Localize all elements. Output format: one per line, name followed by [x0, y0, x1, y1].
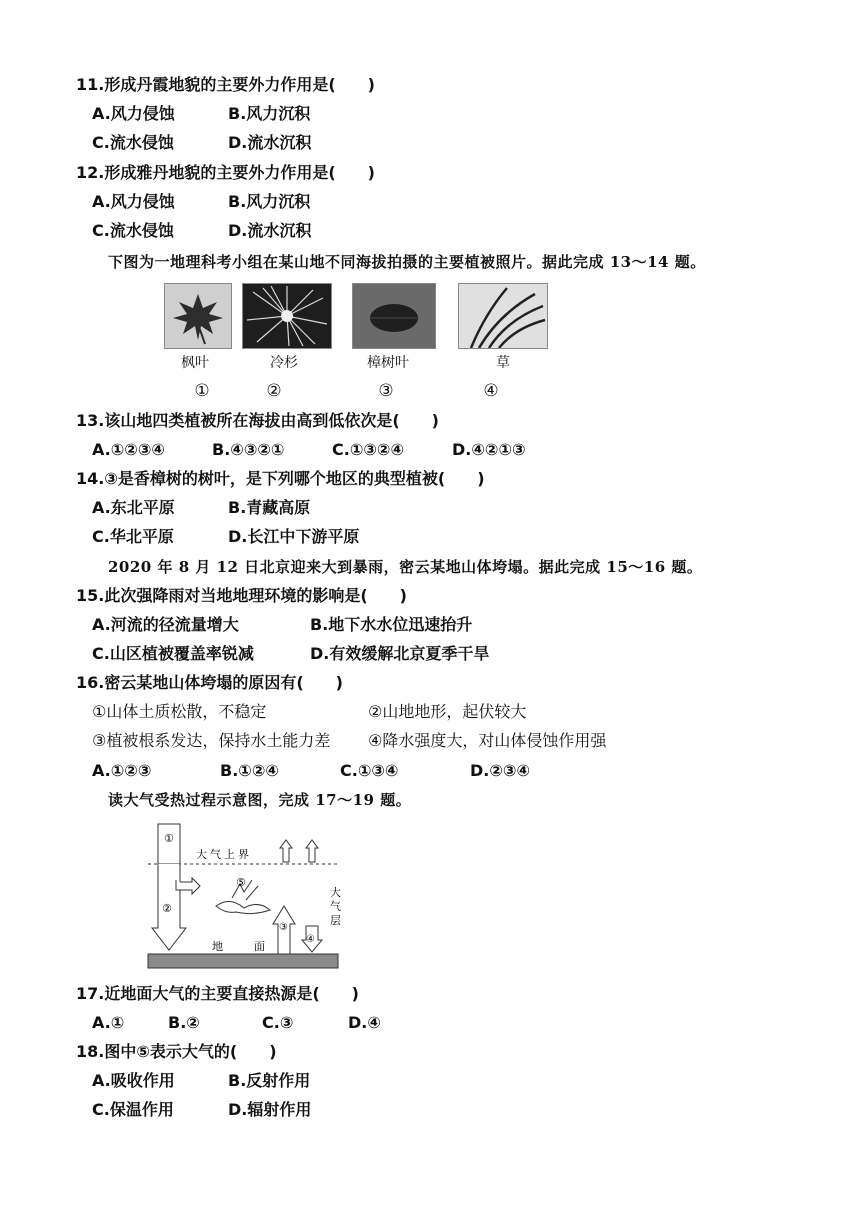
photo-caption-1: 枫叶	[181, 355, 209, 371]
intro-13-14: 下图为一地理科考小组在某山地不同海拔拍摄的主要植被照片。据此完成 13～14 题。	[108, 253, 706, 271]
q16-option-d: D.②③④	[470, 761, 530, 780]
q13-option-c: C.①③②④	[332, 440, 405, 459]
ground-bar	[148, 954, 338, 968]
label-layer-1: 大	[330, 886, 341, 899]
label-1: ①	[164, 832, 174, 845]
q17-option-c: C.③	[262, 1013, 294, 1032]
fir-photo	[242, 283, 332, 349]
photo-caption-3: 樟树叶	[367, 355, 409, 371]
maple-leaf-photo	[164, 283, 232, 349]
photo-caption-2: 冷杉	[270, 355, 298, 371]
photo-caption-4: 草	[496, 355, 510, 371]
q12-option-c: C.流水侵蚀	[92, 221, 174, 240]
label-3: ③	[279, 922, 288, 933]
q15-stem: 15.此次强降雨对当地地理环境的影响是( )	[76, 586, 407, 605]
q16-option-a: A.①②③	[92, 761, 152, 780]
q17-stem: 17.近地面大气的主要直接热源是( )	[76, 984, 359, 1003]
q11-option-a: A.风力侵蚀	[92, 104, 175, 123]
q13-option-a: A.①②③④	[92, 440, 165, 459]
up-arrow-small-2	[306, 840, 318, 862]
q12-option-a: A.风力侵蚀	[92, 192, 175, 211]
q16-statement-4: ④降水强度大，对山体侵蚀作用强	[368, 731, 607, 750]
q18-option-c: C.保温作用	[92, 1100, 174, 1119]
q12-option-b: B.风力沉积	[228, 192, 311, 211]
q14-stem: 14.③是香樟树的树叶，是下列哪个地区的典型植被( )	[76, 469, 485, 488]
q12-stem: 12.形成雅丹地貌的主要外力作用是( )	[76, 163, 375, 182]
label-layer-3: 层	[330, 914, 341, 927]
label-layer-2: 气	[330, 900, 341, 913]
q16-stem: 16.密云某地山体垮塌的原因有( )	[76, 673, 343, 692]
q11-option-c: C.流水侵蚀	[92, 133, 174, 152]
q14-option-d: D.长江中下游平原	[228, 527, 360, 546]
photo-number-2: ②	[266, 381, 282, 401]
label-2: ②	[162, 902, 172, 915]
q11-option-b: B.风力沉积	[228, 104, 311, 123]
label-atmosphere-top: 大气上界	[196, 848, 252, 861]
up-arrow-small-1	[280, 840, 292, 862]
q13-option-d: D.④②①③	[452, 440, 526, 459]
intro-15-16: 2020 年 8 月 12 日北京迎来大到暴雨，密云某地山体垮塌。据此完成 15～16 题。	[108, 558, 703, 576]
q11-option-d: D.流水沉积	[228, 133, 312, 152]
q16-statement-1: ①山体土质松散，不稳定	[92, 702, 267, 721]
q16-option-b: B.①②④	[220, 761, 279, 780]
q12-option-d: D.流水沉积	[228, 221, 312, 240]
q16-statement-3: ③植被根系发达，保持水土能力差	[92, 731, 331, 750]
q13-stem: 13.该山地四类植被所在海拔由高到低依次是( )	[76, 411, 439, 430]
label-5: ⑤	[236, 876, 246, 889]
photo-number-4: ④	[483, 381, 499, 401]
q18-option-a: A.吸收作用	[92, 1071, 175, 1090]
q16-option-c: C.①③④	[340, 761, 399, 780]
q17-option-b: B.②	[168, 1013, 200, 1032]
q13-option-b: B.④③②①	[212, 440, 285, 459]
atmosphere-heating-diagram	[140, 818, 350, 972]
q14-option-c: C.华北平原	[92, 527, 174, 546]
q18-option-d: D.辐射作用	[228, 1100, 312, 1119]
q15-option-a: A.河流的径流量增大	[92, 615, 239, 634]
photo-number-1: ①	[194, 381, 210, 401]
label-4: ④	[306, 934, 315, 945]
q14-option-a: A.东北平原	[92, 498, 175, 517]
label-ground-2: 面	[254, 940, 265, 953]
q15-option-d: D.有效缓解北京夏季干旱	[310, 644, 490, 663]
photo-number-3: ③	[378, 381, 394, 401]
q14-option-b: B.青藏高原	[228, 498, 311, 517]
intro-17-19: 读大气受热过程示意图，完成 17～19 题。	[108, 791, 412, 809]
cloud-shape	[216, 901, 270, 913]
q17-option-a: A.①	[92, 1013, 125, 1032]
q15-option-b: B.地下水水位迅速抬升	[310, 615, 473, 634]
q11-stem: 11.形成丹霞地貌的主要外力作用是( )	[76, 75, 375, 94]
grass-photo	[458, 283, 548, 349]
camphor-leaf-photo	[352, 283, 436, 349]
q18-option-b: B.反射作用	[228, 1071, 311, 1090]
q17-option-d: D.④	[348, 1013, 381, 1032]
q15-option-c: C.山区植被覆盖率锐减	[92, 644, 254, 663]
label-ground-1: 地	[212, 940, 223, 953]
q18-stem: 18.图中⑤表示大气的( )	[76, 1042, 277, 1061]
q16-statement-2: ②山地地形，起伏较大	[368, 702, 527, 721]
